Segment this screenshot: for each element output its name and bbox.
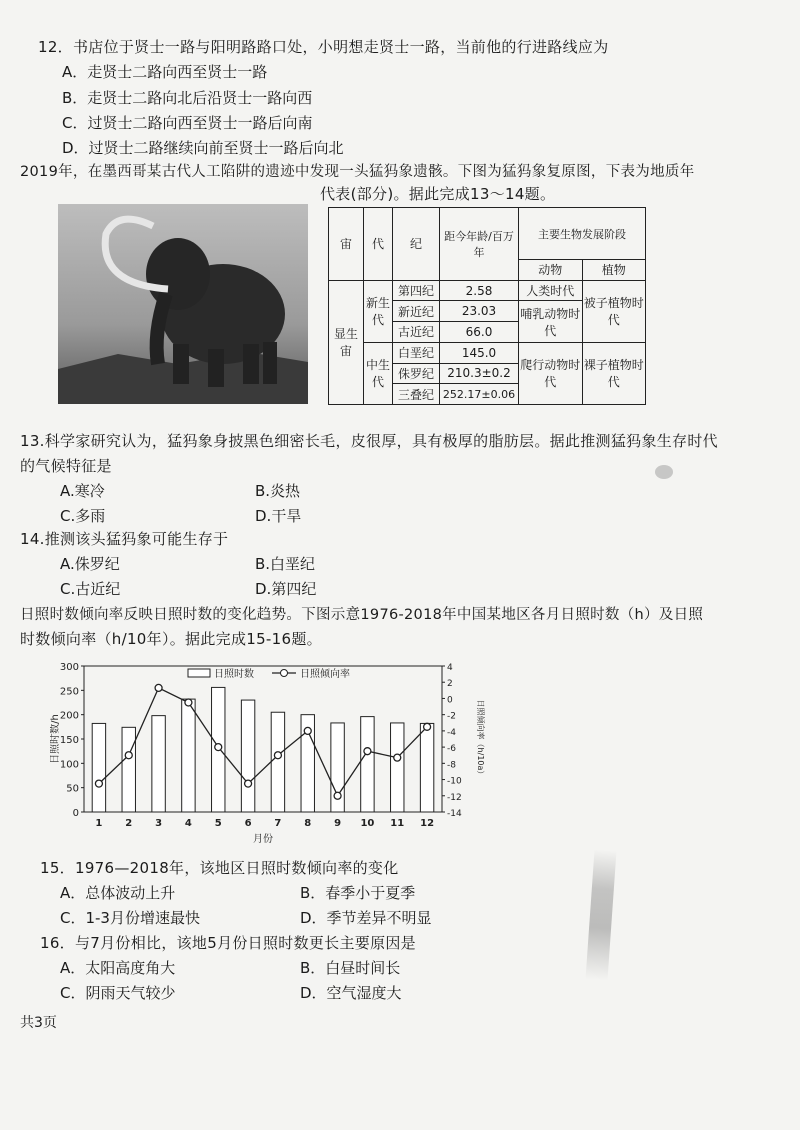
x-tick-label: 1	[95, 818, 103, 829]
y2-tick-label: -10	[447, 776, 462, 787]
q12-option-c: C．过贤士二路向西至贤士一路后向南	[62, 114, 313, 132]
q15-option-b: B．春季小于夏季	[300, 884, 416, 902]
intro13-line2: 代表(部分)。据此完成13～14题。	[320, 185, 556, 203]
point-sunshine-rate	[424, 723, 431, 730]
x-tick-label: 7	[274, 818, 282, 829]
y2-tick-label: -4	[447, 727, 456, 738]
q12-option-b: B．走贤士二路向北后沿贤士一路向西	[62, 89, 313, 107]
animal-reptile: 爬行动物时代	[519, 342, 583, 404]
period-neogene: 新近纪	[393, 301, 440, 322]
q15-option-d: D．季节差异不明显	[300, 909, 432, 927]
q14-option-d: D.第四纪	[255, 580, 317, 598]
q12-option-a: A．走贤士二路向西至贤士一路	[62, 63, 268, 81]
y-tick-label: 300	[59, 662, 79, 673]
header-animal: 动物	[519, 260, 583, 281]
period-jurassic: 侏罗纪	[393, 363, 440, 384]
q16-option-b: B．白昼时间长	[300, 959, 401, 977]
x-tick-label: 3	[155, 818, 163, 829]
age-3: 66.0	[440, 322, 519, 343]
y2-axis-label: 日照倾向率（h/10a）	[476, 699, 485, 779]
point-sunshine-rate	[274, 752, 281, 759]
age-4: 145.0	[440, 342, 519, 363]
point-sunshine-rate	[394, 754, 401, 761]
age-5: 210.3±0.2	[440, 363, 519, 384]
header-plant: 植物	[582, 260, 646, 281]
y-tick-label: 100	[59, 759, 79, 771]
bar-sunshine-hours	[420, 723, 433, 812]
point-sunshine-rate	[95, 780, 102, 787]
q15-option-c: C．1-3月份增速最快	[60, 909, 200, 927]
q13-option-b: B.炎热	[255, 482, 301, 500]
bar-sunshine-hours	[391, 723, 404, 812]
header-era: 代	[364, 208, 393, 281]
plant-gymnosperm: 裸子植物时代	[582, 342, 646, 404]
q14-option-c: C.古近纪	[60, 580, 121, 598]
y-tick-label: 150	[59, 735, 79, 746]
q15-option-a: A．总体波动上升	[60, 884, 176, 902]
q13-stem-line1: 13.科学家研究认为，猛犸象身披黑色细密长毛，皮很厚，具有极厚的脂肪层。据此推测猛犸象生存时代	[20, 432, 718, 450]
header-biology: 主要生物发展阶段	[519, 208, 646, 260]
y2-tick-label: 0	[447, 695, 453, 706]
period-quaternary: 第四纪	[393, 280, 440, 301]
x-tick-label: 10	[360, 818, 375, 829]
ink-smudge	[655, 465, 673, 479]
q16-option-c: C．阴雨天气较少	[60, 984, 176, 1002]
y2-tick-label: -8	[447, 760, 456, 771]
mammoth-image	[58, 204, 308, 404]
y2-tick-label: 2	[447, 679, 453, 690]
point-sunshine-rate	[304, 727, 311, 734]
legend-bar-swatch	[188, 669, 210, 677]
q12-stem: 12．书店位于贤士一路与阳明路路口处，小明想走贤士一路，当前他的行进路线应为	[38, 38, 609, 56]
header-period: 纪	[393, 208, 440, 281]
x-tick-label: 9	[334, 818, 342, 829]
legend-bar-label: 日照时数	[214, 669, 254, 680]
sunshine-chart	[50, 660, 490, 850]
q13-option-c: C.多雨	[60, 507, 106, 525]
point-sunshine-rate	[245, 780, 252, 787]
point-sunshine-rate	[185, 699, 192, 706]
q16-stem: 16．与7月份相比，该地5月份日照时数更长主要原因是	[40, 934, 416, 952]
q12-option-d: D．过贤士二路继续向前至贤士一路后向北	[62, 139, 344, 157]
y-tick-label: 0	[72, 808, 79, 819]
x-tick-label: 2	[125, 818, 133, 829]
era-cenozoic: 新生代	[364, 280, 393, 342]
header-age: 距今年龄/百万年	[440, 208, 519, 281]
y-axis-label: 日照时数/h	[50, 714, 61, 764]
plant-angiosperm: 被子植物时代	[582, 280, 646, 342]
x-tick-label: 11	[390, 818, 405, 829]
point-sunshine-rate	[125, 752, 132, 759]
age-2: 23.03	[440, 301, 519, 322]
q14-stem: 14.推测该头猛犸象可能生存于	[20, 530, 229, 548]
q15-stem: 15．1976—2018年，该地区日照时数倾向率的变化	[40, 859, 399, 877]
scan-artifact	[585, 849, 616, 980]
q13-option-d: D.干旱	[255, 507, 302, 525]
bar-sunshine-hours	[152, 716, 165, 812]
animal-human: 人类时代	[519, 280, 583, 301]
q14-option-a: A.侏罗纪	[60, 555, 120, 573]
q13-stem-line2: 的气候特征是	[20, 457, 112, 475]
x-tick-label: 5	[214, 818, 222, 829]
y2-tick-label: -14	[447, 809, 462, 819]
legend-line-marker	[281, 670, 288, 677]
y-tick-label: 50	[66, 783, 79, 795]
y-tick-label: 200	[59, 710, 79, 722]
bar-sunshine-hours	[241, 700, 254, 812]
intro15-line1: 日照时数倾向率反映日照时数的变化趋势。下图示意1976-2018年中国某地区各月日照时数（h）及日照	[20, 607, 704, 623]
bar-sunshine-hours	[182, 699, 195, 812]
q16-option-a: A．太阳高度角大	[60, 959, 176, 977]
bar-sunshine-hours	[271, 712, 284, 812]
bar-sunshine-hours	[361, 717, 374, 812]
bar-sunshine-hours	[122, 727, 135, 812]
q13-option-a: A.寒冷	[60, 482, 105, 500]
point-sunshine-rate	[155, 684, 162, 691]
y-tick-label: 250	[59, 686, 79, 698]
x-tick-label: 4	[184, 818, 192, 829]
intro15-line2: 时数倾向率（h/10年）。据此完成15-16题。	[20, 630, 322, 648]
y2-tick-label: -6	[447, 744, 456, 755]
y2-tick-label: -2	[447, 711, 456, 722]
x-tick-label: 12	[420, 818, 435, 829]
header-eon: 宙	[329, 208, 364, 281]
eon-phanerozoic: 显生宙	[329, 280, 364, 404]
q16-option-d: D．空气湿度大	[300, 984, 402, 1002]
age-1: 2.58	[440, 280, 519, 301]
point-sunshine-rate	[215, 744, 222, 751]
x-tick-label: 6	[244, 818, 252, 829]
y2-tick-label: -12	[447, 792, 462, 803]
page-footer: 共3页	[20, 1015, 57, 1031]
x-axis-label: 月份	[253, 834, 273, 845]
intro13-line1: 2019年，在墨西哥某古代人工陷阱的遗迹中发现一头猛犸象遗骸。下图为猛犸象复原图，下表为地质年	[20, 164, 695, 180]
y2-tick-label: 4	[447, 663, 453, 673]
line-sunshine-rate	[99, 688, 427, 796]
bar-sunshine-hours	[92, 723, 105, 812]
geologic-time-table	[328, 207, 646, 405]
animal-mammal: 哺乳动物时代	[519, 301, 583, 342]
plot-frame	[84, 666, 442, 812]
period-paleogene: 古近纪	[393, 322, 440, 343]
period-triassic: 三叠纪	[393, 384, 440, 405]
point-sunshine-rate	[334, 792, 341, 799]
point-sunshine-rate	[364, 748, 371, 755]
era-mesozoic: 中生代	[364, 342, 393, 404]
legend-line-label: 日照倾向率	[300, 669, 350, 680]
period-cretaceous: 白垩纪	[393, 342, 440, 363]
age-6: 252.17±0.06	[440, 384, 519, 405]
q14-option-b: B.白垩纪	[255, 555, 316, 573]
x-tick-label: 8	[304, 818, 312, 829]
